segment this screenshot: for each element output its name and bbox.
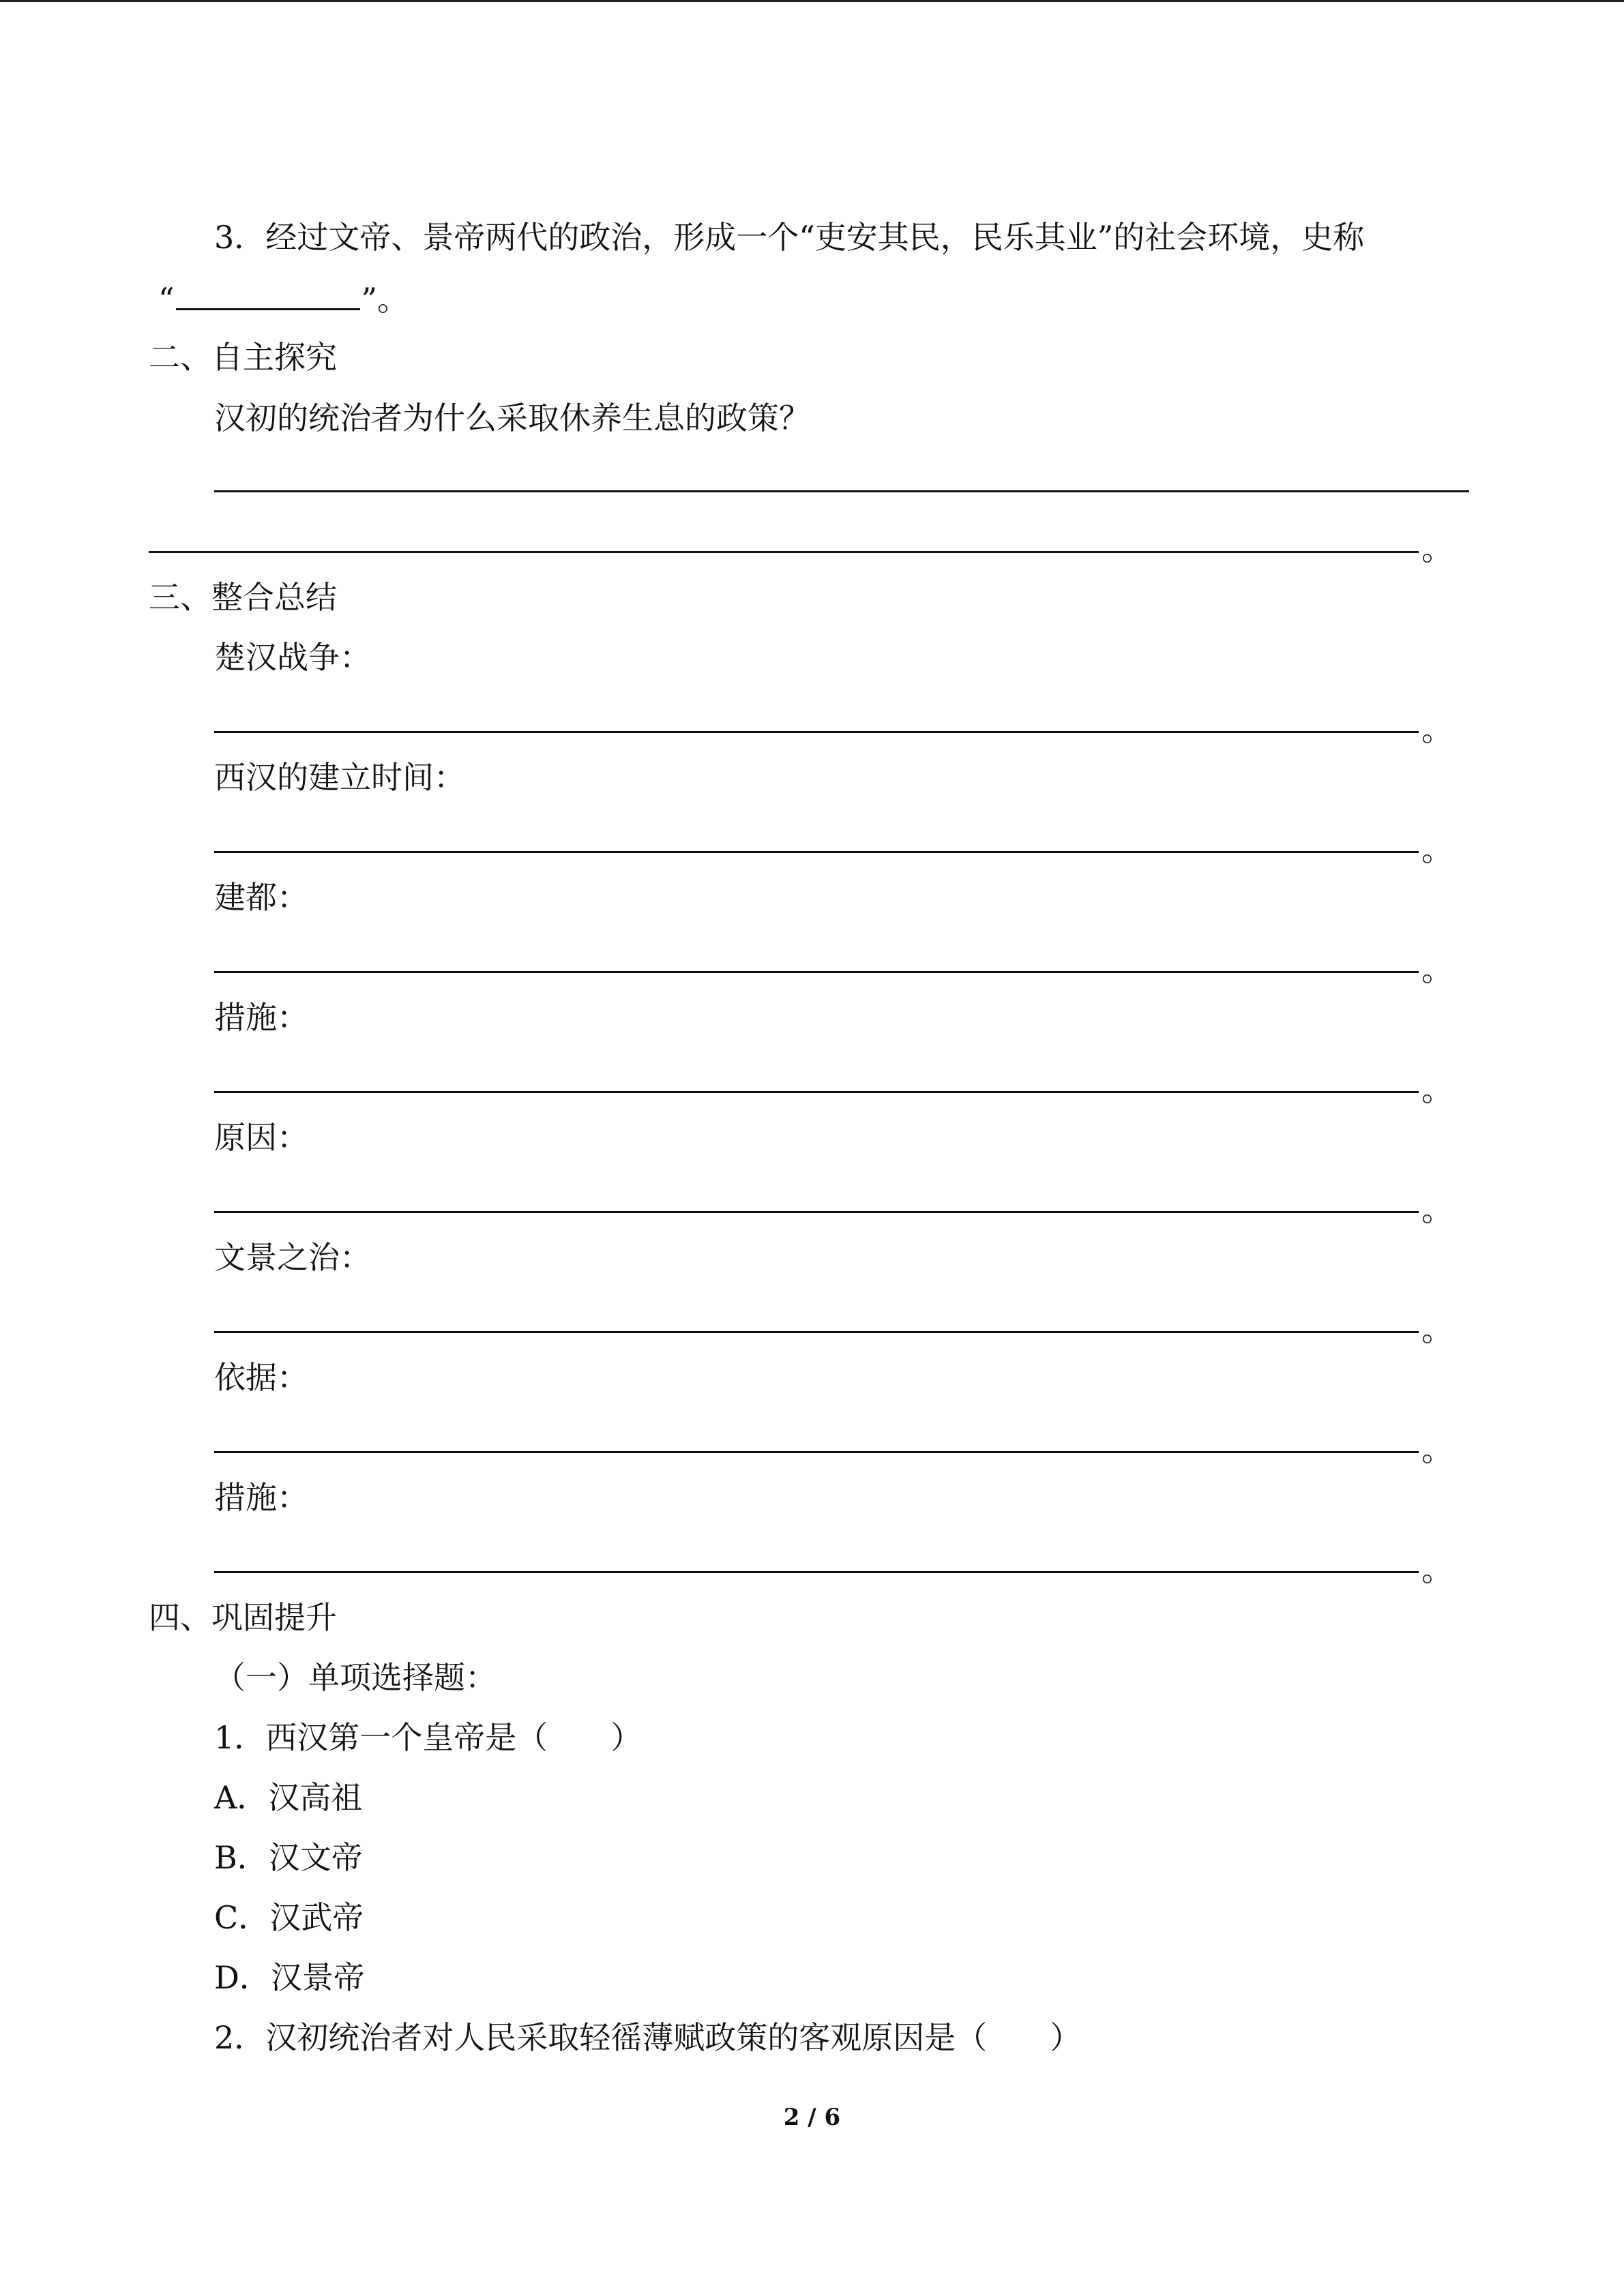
summary-label-wenjing-rule: 文景之治： [214,1239,371,1276]
q3-open-quote: “ [158,281,175,318]
summary-label-capital: 建都： [214,879,308,916]
q3-text: 3．经过文帝、景帝两代的政治，形成一个“吏安其民，民乐其业”的社会环境，史称 [214,219,1365,256]
summary-label-measures-2: 措施： [214,1479,308,1516]
section-4-title: 四、巩固提升 [149,1599,337,1636]
q3-blank-line [158,277,409,320]
mc-q1-option-d[interactable]: D．汉景帝 [214,1959,365,1996]
section-2-answer-line-1[interactable] [214,490,1469,492]
summary-end-mark: 。 [1421,951,1453,988]
summary-label-reason: 原因： [214,1119,308,1156]
page-number: 2 / 6 [783,2104,841,2131]
q3-close-quote: ”。 [361,281,409,318]
summary-end-mark: 。 [1421,1551,1453,1588]
summary-answer-line-wenjing-rule[interactable] [214,1331,1419,1333]
summary-label-measures-1: 措施： [214,999,308,1036]
section-2-title: 二、自主探究 [149,339,337,376]
summary-answer-line-capital[interactable] [214,971,1419,973]
mc-q1-option-a[interactable]: A．汉高祖 [214,1779,363,1816]
summary-end-mark: 。 [1421,711,1453,748]
summary-label-founding-time: 西汉的建立时间： [214,759,465,796]
summary-answer-line-basis[interactable] [214,1451,1419,1453]
section-3-title: 三、整合总结 [149,579,337,616]
mc-question-1: 1．西汉第一个皇帝是（ ） [214,1719,643,1756]
summary-end-mark: 。 [1421,1071,1453,1108]
summary-end-mark: 。 [1421,1431,1453,1468]
summary-answer-line-chuhan-war[interactable] [214,731,1419,733]
section-2-end-mark: 。 [1421,531,1453,567]
summary-label-basis: 依据： [214,1359,308,1396]
summary-label-chuhan-war: 楚汉战争： [214,639,371,676]
summary-answer-line-measures-2[interactable] [214,1571,1419,1573]
summary-end-mark: 。 [1421,831,1453,868]
summary-end-mark: 。 [1421,1311,1453,1348]
mc-q1-option-b[interactable]: B．汉文帝 [214,1839,363,1876]
mc-question-2: 2．汉初统治者对人民采取轻徭薄赋政策的客观原因是（ ） [214,2019,1082,2056]
summary-answer-line-reason[interactable] [214,1211,1419,1213]
section-2-question: 汉初的统治者为什么采取休养生息的政策？ [214,400,810,436]
summary-end-mark: 。 [1421,1191,1453,1228]
summary-answer-line-founding-time[interactable] [214,851,1419,853]
section-2-answer-line-2[interactable] [149,551,1419,553]
q3-answer-blank[interactable] [176,277,360,310]
section-4-subtitle: （一）单项选择题： [214,1659,497,1696]
summary-answer-line-measures-1[interactable] [214,1091,1419,1093]
mc-q1-option-c[interactable]: C．汉武帝 [214,1899,364,1936]
